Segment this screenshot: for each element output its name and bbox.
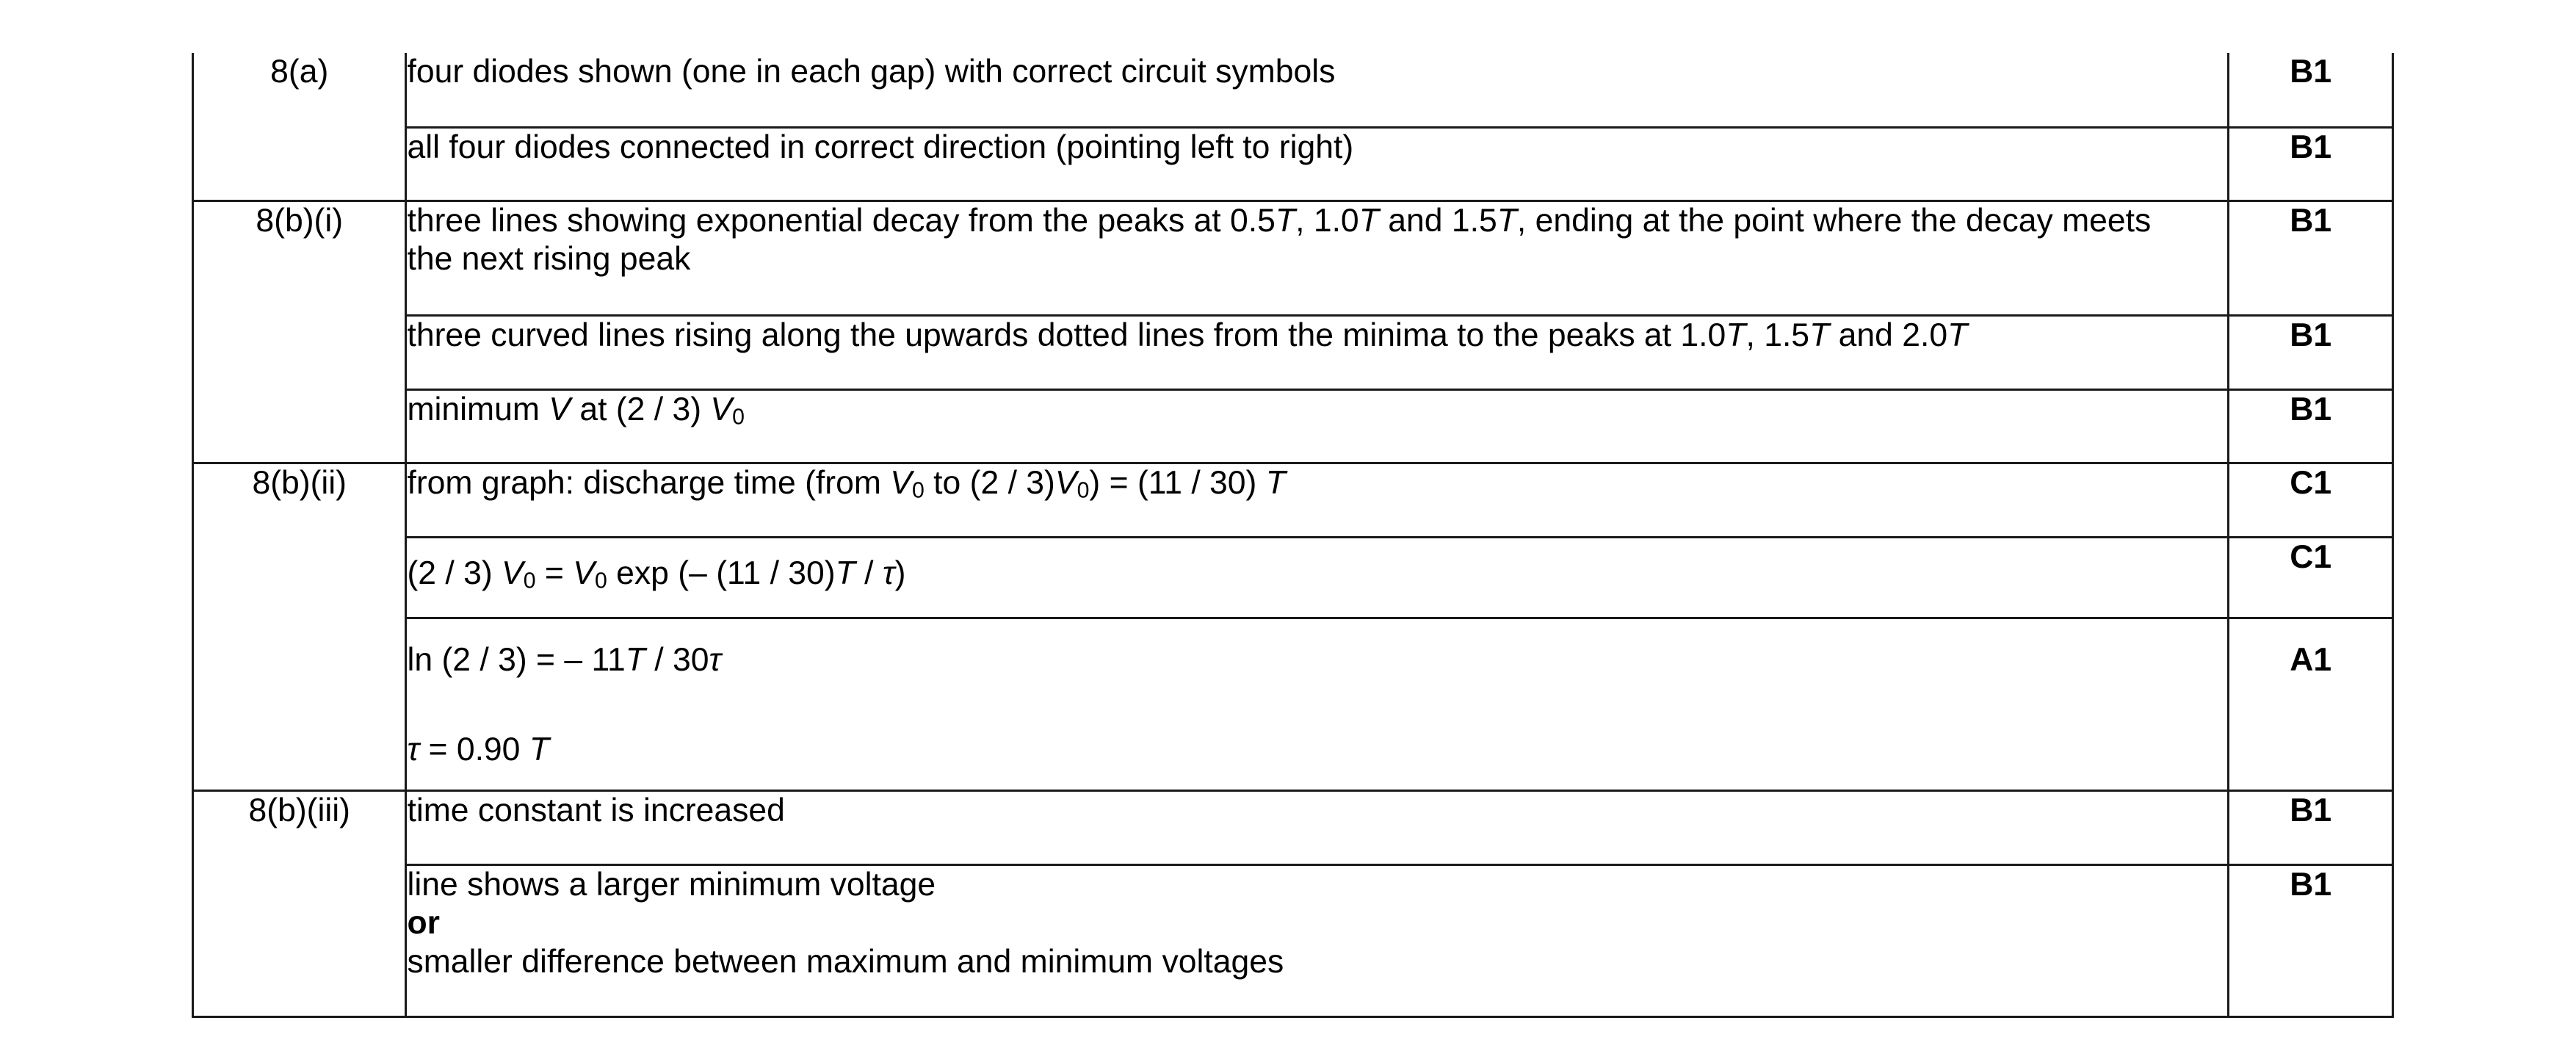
table-row	[193, 537, 2393, 618]
mark-scheme-sheet	[192, 53, 2394, 1018]
table-row	[193, 127, 2393, 201]
table-row	[193, 201, 2393, 315]
mark-cell: B1	[2229, 201, 2393, 315]
answer-cell: ln (2 / 3) = – 11T / 30τ τ = 0.90 T	[406, 618, 2229, 790]
answer-cell: three curved lines rising along the upwards dotted lines from the minima to the peaks at 1.0T, 1.5T and 2.0T	[406, 315, 2229, 389]
mark-cell: C1	[2229, 537, 2393, 618]
mark-cell: B1	[2229, 127, 2393, 201]
table-row	[193, 618, 2393, 790]
mark-cell: B1	[2229, 864, 2393, 1016]
table-row	[193, 389, 2393, 463]
mark-cell: B1	[2229, 53, 2393, 127]
answer-cell: time constant is increased	[406, 790, 2229, 864]
answer-cell: minimum V at (2 / 3) V0	[406, 389, 2229, 463]
answer-cell: line shows a larger minimum voltage or smaller difference between maximum and minimum voltages	[406, 864, 2229, 1016]
answer-cell: three lines showing exponential decay from the peaks at 0.5T, 1.0T and 1.5T, ending at the point where the decay meets the next rising peak	[406, 201, 2229, 315]
answer-cell: all four diodes connected in correct direction (pointing left to right)	[406, 127, 2229, 201]
answer-cell: four diodes shown (one in each gap) with correct circuit symbols	[406, 53, 2229, 127]
table-row	[193, 864, 2393, 1016]
table-row	[193, 463, 2393, 537]
mark-cell: A1	[2229, 618, 2393, 790]
table-row	[193, 315, 2393, 389]
question-number: 8(b)(i)	[193, 201, 406, 463]
table-row	[193, 53, 2393, 127]
mark-cell: B1	[2229, 389, 2393, 463]
mark-scheme-table	[192, 53, 2394, 1018]
table-row	[193, 790, 2393, 864]
question-number: 8(b)(ii)	[193, 463, 406, 790]
mark-cell: C1	[2229, 463, 2393, 537]
question-number: 8(a)	[193, 53, 406, 201]
question-number: 8(b)(iii)	[193, 790, 406, 1016]
answer-cell: (2 / 3) V0 = V0 exp (– (11 / 30)T / τ)	[406, 537, 2229, 618]
mark-cell: B1	[2229, 315, 2393, 389]
answer-cell: from graph: discharge time (from V0 to (2 / 3)V0) = (11 / 30) T	[406, 463, 2229, 537]
mark-cell: B1	[2229, 790, 2393, 864]
